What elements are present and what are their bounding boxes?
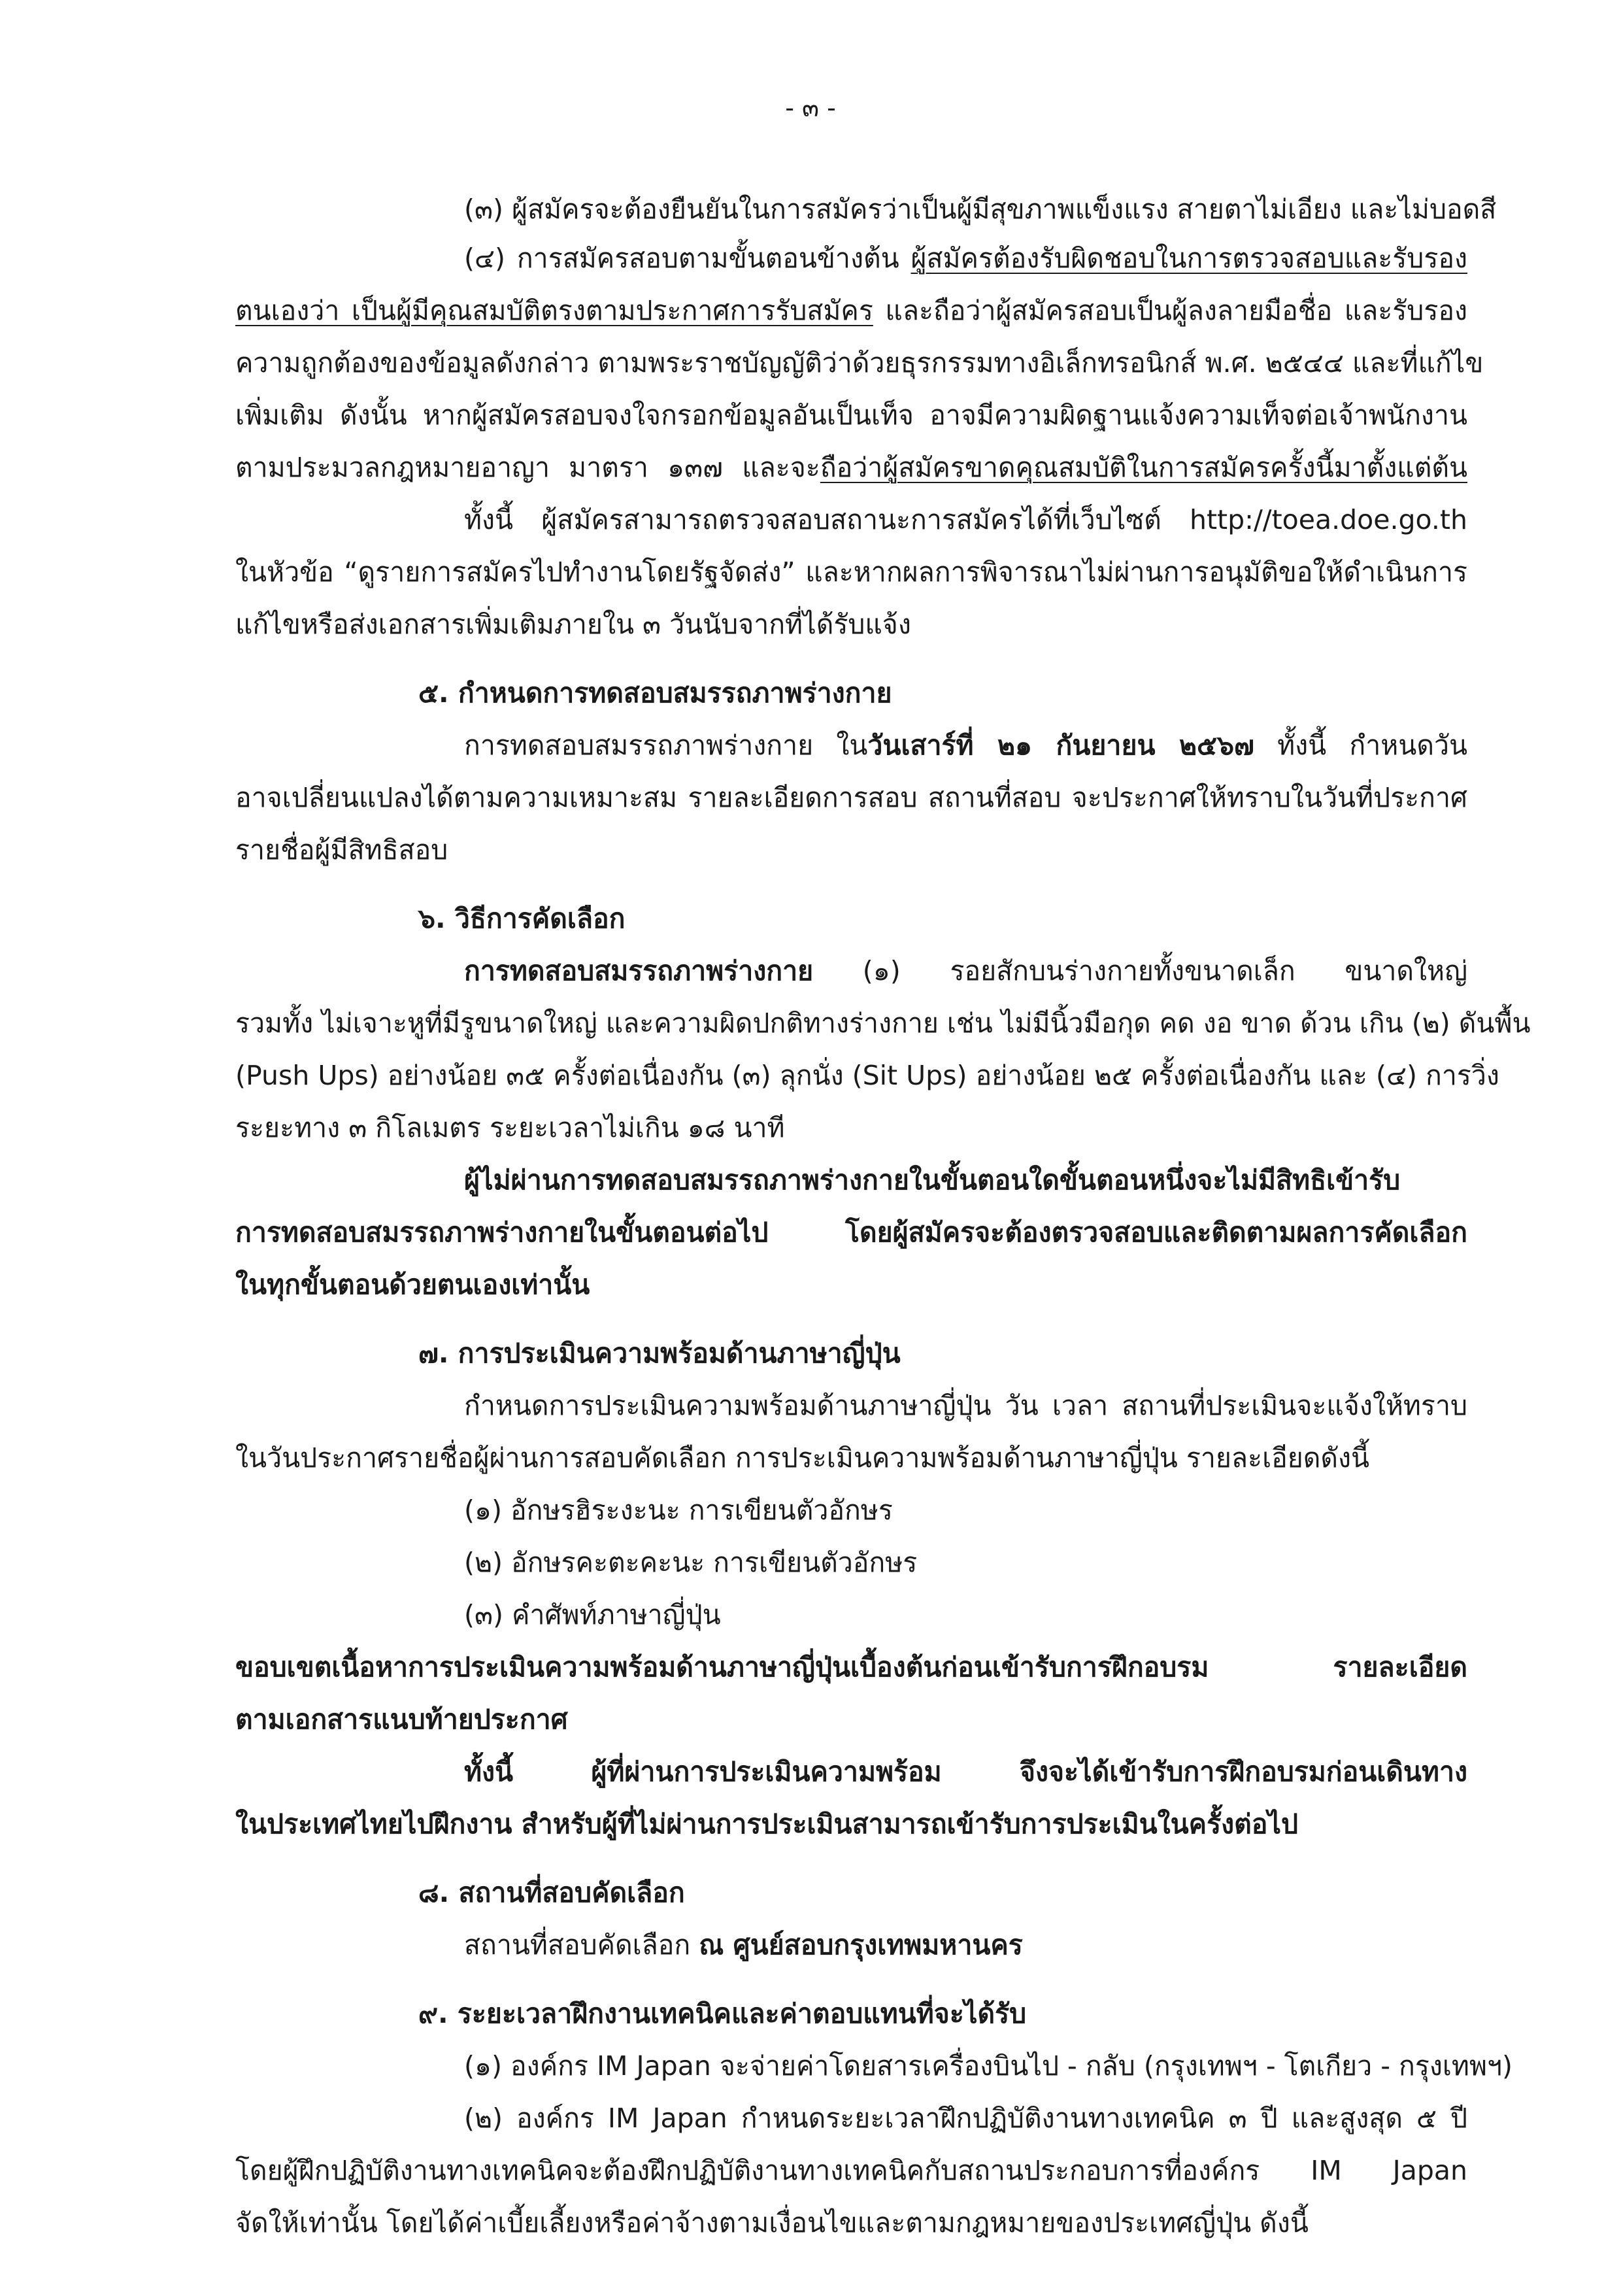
section-6-line-4: ระยะทาง ๓ กิโลเมตร ระยะเวลาไม่เกิน ๑๘ นาที xyxy=(235,1112,785,1143)
section-7-heading: ๗. การประเมินความพร้อมด้านภาษาญี่ปุ่น xyxy=(418,1338,901,1369)
section-9-item-2-line-2: โดยผู้ฝึกปฏิบัติงานทางเทคนิคจะต้องฝึกปฏิบัติงานทางเทคนิคกับสถานประกอบการที่องค์กร IM Japan xyxy=(235,2155,1467,2186)
section-7-note-2: ในประเทศไทยไปฝึกงาน สำหรับผู้ที่ไม่ผ่านการประเมินสามารถเข้ารับการประเมินในครั้งต่อไป xyxy=(235,1808,1299,1840)
status-check-line-2: ในหัวข้อ “ดูรายการสมัครไปทำงานโดยรัฐจัดส่ง” และหากผลการพิจารณาไม่ผ่านการอนุมัติขอให้ดำเนินการ xyxy=(235,556,1467,588)
section-7-line-2: ในวันประกาศรายชื่อผู้ผ่านการสอบคัดเลือก การประเมินความพร้อมด้านภาษาญี่ปุ่น รายละเอียดดังนี้ xyxy=(235,1442,1370,1474)
section-6-line-2: รวมทั้ง ไม่เจาะหูที่มีรูขนาดใหญ่ และความผิดปกติทางร่างกาย เช่น ไม่มีนิ้วมือกุด คด งอ ขาด ด้วน เกิน (๒) ดันพื้น xyxy=(235,1007,1531,1039)
item-4-line-5: ตามประมวลกฎหมายอาญา มาตรา ๑๓๗ และจะถือว่าผู้สมัครขาดคุณสมบัติในการสมัครครั้งนี้มาตั้งแต่ต้น xyxy=(235,452,1467,483)
section-8-line-1: สถานที่สอบคัดเลือก ณ ศูนย์สอบกรุงเทพมหานคร xyxy=(464,1929,1023,1961)
qualification-underlined: ตนเองว่า เป็นผู้มีคุณสมบัติตรงตามประกาศการรับสมัคร xyxy=(235,295,873,326)
exam-venue: ณ ศูนย์สอบกรุงเทพมหานคร xyxy=(699,1929,1023,1961)
section-9-item-1: (๑) องค์กร IM Japan จะจ่ายค่าโดยสารเครื่องบินไป - กลับ (กรุงเทพฯ - โตเกียว - กรุงเทพฯ) xyxy=(464,2050,1513,2082)
section-6-warning-3: ในทุกขั้นตอนด้วยตนเองเท่านั้น xyxy=(235,1269,590,1300)
section-8-heading: ๘. สถานที่สอบคัดเลือก xyxy=(418,1877,685,1908)
section-6-warning-1: ผู้ไม่ผ่านการทดสอบสมรรถภาพร่างกายในขั้นตอนใดขั้นตอนหนึ่งจะไม่มีสิทธิเข้ารับ xyxy=(464,1164,1401,1196)
section-7-item-1: (๑) อักษรฮิระงะนะ การเขียนตัวอักษร xyxy=(464,1494,893,1526)
section-6-warning-2: การทดสอบสมรรถภาพร่างกายในขั้นตอนต่อไป โดยผู้สมัครจะต้องตรวจสอบและติดตามผลการคัดเลือก xyxy=(235,1217,1467,1248)
section-6-line-1: การทดสอบสมรรถภาพร่างกาย (๑) รอยสักบนร่างกายทั้งขนาดเล็ก ขนาดใหญ่ xyxy=(464,955,1467,987)
responsibility-underlined: ผู้สมัครต้องรับผิดชอบในการตรวจสอบและรับรอง xyxy=(911,243,1467,274)
section-7-line-1: กำหนดการประเมินความพร้อมด้านภาษาญี่ปุ่น วัน เวลา สถานที่ประเมินจะแจ้งให้ทราบ xyxy=(464,1390,1467,1421)
section-9-item-2-line-1: (๒) องค์กร IM Japan กำหนดระยะเวลาฝึกปฏิบัติงานทางเทคนิค ๓ ปี และสูงสุด ๕ ปี xyxy=(464,2102,1467,2134)
item-3-health: (๓) ผู้สมัครจะต้องยืนยันในการสมัครว่าเป็นผู้มีสุขภาพแข็งแรง สายตาไม่เอียง และไม่บอดสี xyxy=(464,194,1497,225)
section-7-item-2: (๒) อักษรคะตะคะนะ การเขียนตัวอักษร xyxy=(464,1547,918,1578)
item-4-line-3: ความถูกต้องของข้อมูลดังกล่าว ตามพระราชบัญญัติว่าด้วยธุรกรรมทางอิเล็กทรอนิกส์ พ.ศ. ๒๕๔๔ และที่แก้ไข xyxy=(235,347,1484,379)
section-6-line-3: (Push Ups) อย่างน้อย ๓๕ ครั้งต่อเนื่องกัน (๓) ลุกนั่ง (Sit Ups) อย่างน้อย ๒๕ ครั้งต่อเนื่องกัน และ (๔) การวิ่ง xyxy=(235,1060,1499,1091)
section-5-line-3: รายชื่อผู้มีสิทธิสอบ xyxy=(235,834,448,866)
section-6-heading: ๖. วิธีการคัดเลือก xyxy=(418,903,626,934)
test-date: วันเสาร์ที่ ๒๑ กันยายน ๒๕๖๗ xyxy=(867,730,1254,761)
section-9-heading: ๙. ระยะเวลาฝึกงานเทคนิคและค่าตอบแทนที่จะได้รับ xyxy=(418,1998,1027,2029)
status-check-line-1: ทั้งนี้ ผู้สมัครสามารถตรวจสอบสถานะการสมัครได้ที่เว็บไซต์ http://toea.doe.go.th xyxy=(464,504,1467,535)
section-7-scope-2: ตามเอกสารแนบท้ายประกาศ xyxy=(235,1704,568,1735)
section-5-heading: ๕. กำหนดการทดสอบสมรรถภาพร่างกาย xyxy=(418,677,892,709)
section-9-item-2-line-3: จัดให้เท่านั้น โดยได้ค่าเบี้ยเลี้ยงหรือค่าจ้างตามเงื่อนไขและตามกฎหมายของประเทศญี่ปุ่น ดังนี้ xyxy=(235,2207,1309,2238)
status-check-line-3: แก้ไขหรือส่งเอกสารเพิ่มเติมภายใน ๓ วันนับจากที่ได้รับแจ้ง xyxy=(235,609,911,640)
section-7-item-3: (๓) คำศัพท์ภาษาญี่ปุ่น xyxy=(464,1599,721,1630)
page-number: - ๓ - xyxy=(785,93,836,122)
disqualification-underlined: ถือว่าผู้สมัครขาดคุณสมบัติในการสมัครครั้งนี้มาตั้งแต่ต้น xyxy=(820,452,1467,483)
item-4-line-2: ตนเองว่า เป็นผู้มีคุณสมบัติตรงตามประกาศการรับสมัคร และถือว่าผู้สมัครสอบเป็นผู้ลงลายมือชื่อ และรับรอง xyxy=(235,295,1467,326)
item-4-line-1: (๔) การสมัครสอบตามขั้นตอนข้างต้น ผู้สมัครต้องรับผิดชอบในการตรวจสอบและรับรอง xyxy=(464,243,1467,274)
section-7-scope-1: ขอบเขตเนื้อหาการประเมินความพร้อมด้านภาษาญี่ปุ่นเบื้องต้นก่อนเข้ารับการฝึกอบรม รายละเอียด xyxy=(235,1651,1467,1683)
section-5-line-1: การทดสอบสมรรถภาพร่างกาย ในวันเสาร์ที่ ๒๑ กันยายน ๒๕๖๗ ทั้งนี้ กำหนดวัน xyxy=(464,730,1467,761)
section-7-note-1: ทั้งนี้ ผู้ที่ผ่านการประเมินความพร้อม จึงจะได้เข้ารับการฝึกอบรมก่อนเดินทาง xyxy=(464,1756,1467,1787)
section-5-line-2: อาจเปลี่ยนแปลงได้ตามความเหมาะสม รายละเอียดการสอบ สถานที่สอบ จะประกาศให้ทราบในวันที่ประกาศ xyxy=(235,782,1467,813)
item-4-line-4: เพิ่มเติม ดังนั้น หากผู้สมัครสอบจงใจกรอกข้อมูลอันเป็นเท็จ อาจมีความผิดฐานแจ้งความเท็จต่อเจ้าพนักงาน xyxy=(235,399,1467,431)
